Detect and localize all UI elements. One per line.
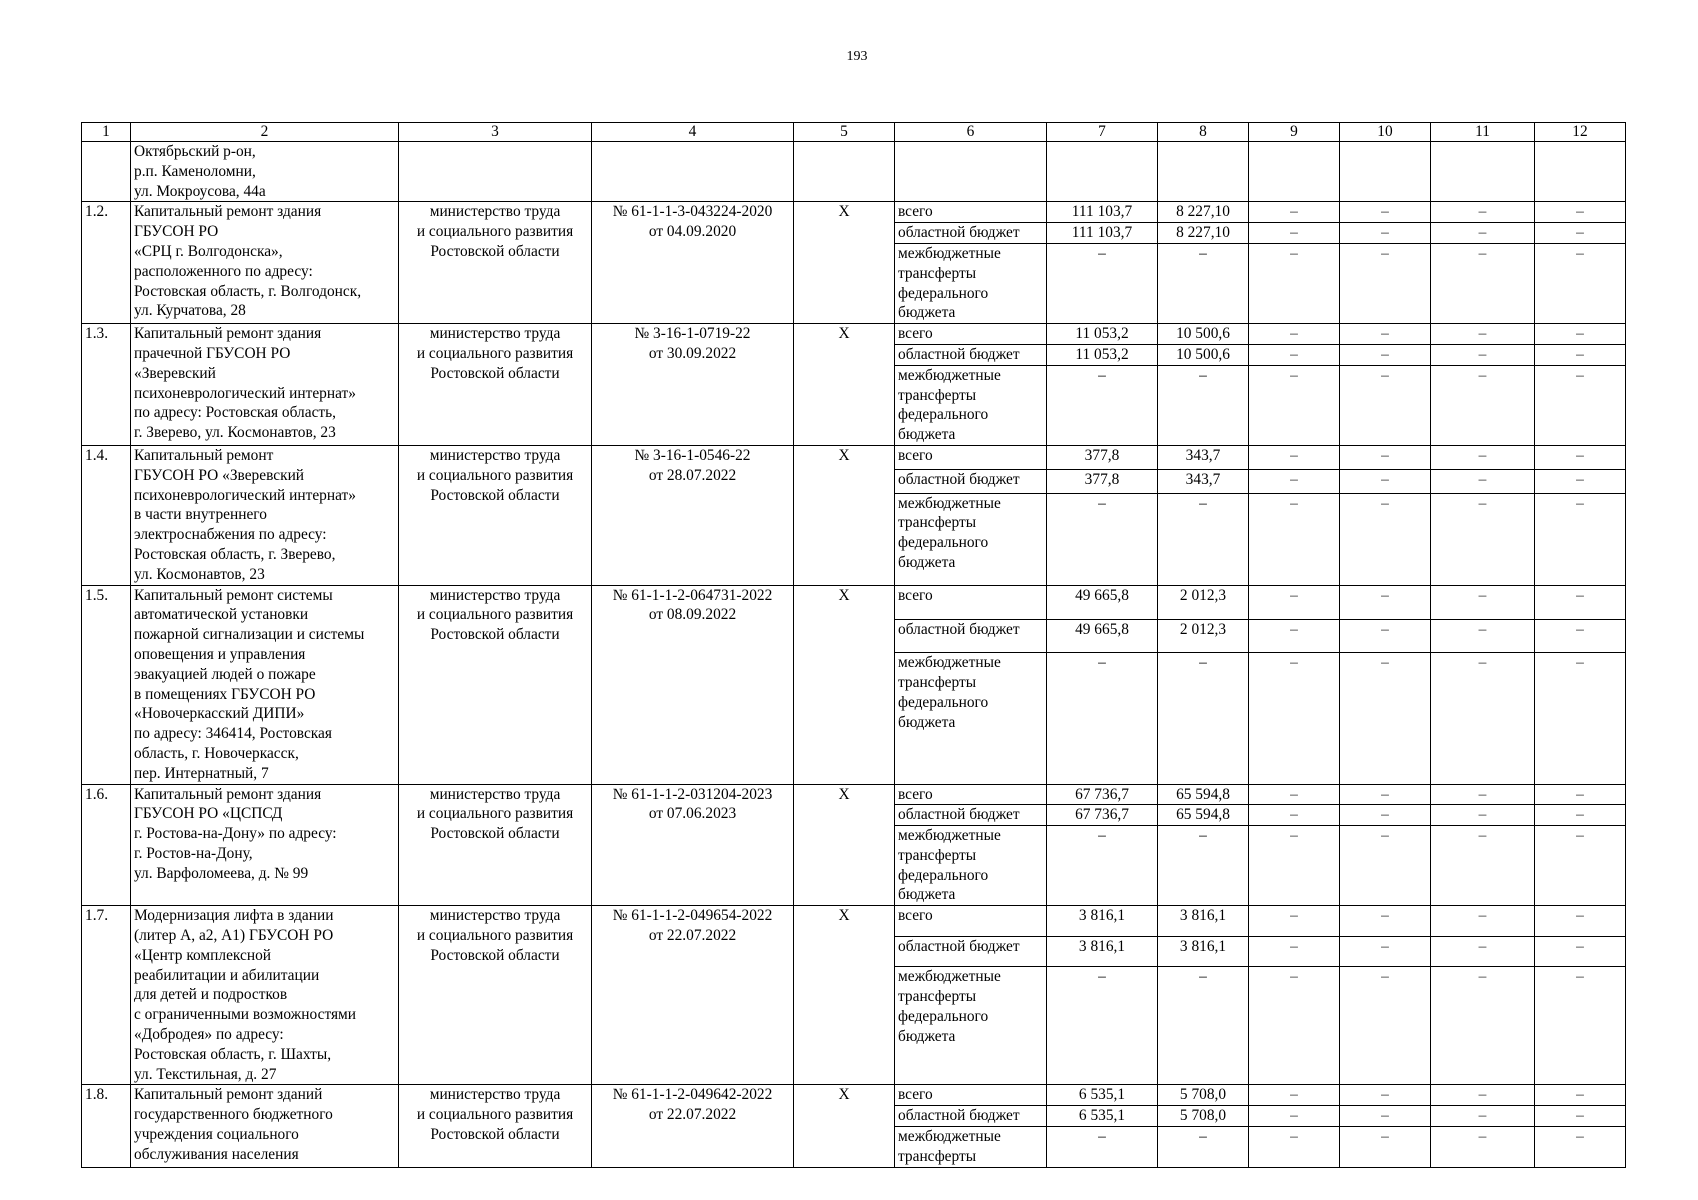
value-col10: –	[1340, 585, 1431, 619]
value-col10: –	[1340, 223, 1431, 244]
value-col7: –	[1047, 826, 1158, 906]
value-col10: –	[1340, 243, 1431, 323]
value-col12: –	[1535, 324, 1626, 345]
value-col8: –	[1158, 653, 1249, 784]
value-col8: 5 708,0	[1158, 1106, 1249, 1127]
column-number: 7	[1047, 123, 1158, 142]
table-row	[82, 784, 1626, 805]
value-col10: –	[1340, 365, 1431, 445]
value-col12: –	[1535, 493, 1626, 585]
value-col11: –	[1431, 202, 1535, 223]
value-cell	[1047, 142, 1158, 202]
column-number: 6	[895, 123, 1047, 142]
column-number: 12	[1535, 123, 1626, 142]
funding-source: всего	[895, 445, 1047, 469]
funding-source: областной бюджет	[895, 1106, 1047, 1127]
value-col11: –	[1431, 619, 1535, 653]
funding-source: областной бюджет	[895, 936, 1047, 967]
value-col9: –	[1249, 967, 1340, 1085]
value-col10: –	[1340, 445, 1431, 469]
object-name: Модернизация лифта в здании (литер А, а2, А1) ГБУСОН РО «Центр комплексной реабилитации и абилитации для детей и подростков с ограниченными возможностями «Добродея» по адресу: Ростовская область, г. Шахты, ул. Текстильная, д. 27	[131, 906, 399, 1085]
value-col12: –	[1535, 805, 1626, 826]
mark: Х	[794, 445, 895, 585]
value-col7: 6 535,1	[1047, 1106, 1158, 1127]
value-col11: –	[1431, 324, 1535, 345]
table-row	[82, 906, 1626, 937]
value-col8: 8 227,10	[1158, 202, 1249, 223]
object-name: Октябрьский р-он, р.п. Каменоломни, ул. Мокроусова, 44а	[131, 142, 399, 202]
value-col10: –	[1340, 653, 1431, 784]
mark: Х	[794, 202, 895, 324]
expertise-doc: № 61-1-1-2-049654-2022 от 22.07.2022	[592, 906, 794, 1085]
value-col8: –	[1158, 826, 1249, 906]
value-col9: –	[1249, 936, 1340, 967]
value-cell	[1535, 142, 1626, 202]
funding-source: межбюджетные трансферты	[895, 1127, 1047, 1168]
value-col9: –	[1249, 619, 1340, 653]
value-col10: –	[1340, 936, 1431, 967]
value-col11: –	[1431, 967, 1535, 1085]
column-number: 11	[1431, 123, 1535, 142]
funding-source: всего	[895, 202, 1047, 223]
value-col11: –	[1431, 445, 1535, 469]
value-col8: 10 500,6	[1158, 344, 1249, 365]
value-col9: –	[1249, 493, 1340, 585]
value-col8: 3 816,1	[1158, 936, 1249, 967]
value-col8: 343,7	[1158, 445, 1249, 469]
value-col12: –	[1535, 1127, 1626, 1168]
entry-number: 1.6.	[82, 784, 131, 906]
responsible-org: министерство труда и социального развития Ростовской области	[399, 784, 592, 906]
value-col7: 67 736,7	[1047, 784, 1158, 805]
funding-source: межбюджетные трансферты федерального бюджета	[895, 826, 1047, 906]
value-col10: –	[1340, 324, 1431, 345]
responsible-org	[399, 142, 592, 202]
value-col11: –	[1431, 1127, 1535, 1168]
value-col12: –	[1535, 936, 1626, 967]
value-col12: –	[1535, 223, 1626, 244]
entry-number: 1.2.	[82, 202, 131, 324]
value-col11: –	[1431, 585, 1535, 619]
value-col11: –	[1431, 344, 1535, 365]
value-col8: –	[1158, 1127, 1249, 1168]
value-col11: –	[1431, 653, 1535, 784]
value-cell	[1431, 142, 1535, 202]
entry-number	[82, 142, 131, 202]
value-col7: –	[1047, 365, 1158, 445]
value-col8: 343,7	[1158, 469, 1249, 493]
column-number: 1	[82, 123, 131, 142]
value-col8: 2 012,3	[1158, 585, 1249, 619]
object-name: Капитальный ремонт здания ГБУСОН РО «ЦСПСД г. Ростова-на-Дону» по адресу: г. Ростов-на-Дону, ул. Варфоломеева, д. № 99	[131, 784, 399, 906]
value-col7: –	[1047, 967, 1158, 1085]
value-col8: –	[1158, 493, 1249, 585]
value-col9: –	[1249, 445, 1340, 469]
funding-source: межбюджетные трансферты федерального бюджета	[895, 493, 1047, 585]
mark: Х	[794, 1085, 895, 1167]
value-col11: –	[1431, 365, 1535, 445]
page-number: 193	[846, 49, 868, 64]
value-col10: –	[1340, 1127, 1431, 1168]
value-cell	[1340, 142, 1431, 202]
value-col12: –	[1535, 243, 1626, 323]
value-col11: –	[1431, 784, 1535, 805]
entry-number: 1.7.	[82, 906, 131, 1085]
value-col7: 377,8	[1047, 445, 1158, 469]
value-col11: –	[1431, 936, 1535, 967]
value-col9: –	[1249, 784, 1340, 805]
value-col9: –	[1249, 1127, 1340, 1168]
expertise-doc: № 61-1-1-2-049642-2022 от 22.07.2022	[592, 1085, 794, 1167]
funding-source: межбюджетные трансферты федерального бюджета	[895, 967, 1047, 1085]
funding-source: областной бюджет	[895, 805, 1047, 826]
table-row	[82, 1085, 1626, 1106]
object-name: Капитальный ремонт системы автоматической установки пожарной сигнализации и системы оповещения и управления эвакуацией людей о пожаре в помещениях ГБУСОН РО «Новочеркасский ДИПИ» по адресу: 346414, Ростовская область, г. Новочеркасск, пер. Интернатный, 7	[131, 585, 399, 784]
value-col7: 11 053,2	[1047, 324, 1158, 345]
column-number-row	[82, 123, 1626, 142]
table-row	[82, 324, 1626, 345]
value-col8: 3 816,1	[1158, 906, 1249, 937]
funding-source: областной бюджет	[895, 469, 1047, 493]
value-cell	[1158, 142, 1249, 202]
value-col7: –	[1047, 493, 1158, 585]
expertise-doc: № 3-16-1-0546-22 от 28.07.2022	[592, 445, 794, 585]
value-col7: –	[1047, 1127, 1158, 1168]
column-number: 4	[592, 123, 794, 142]
expertise-doc: № 61-1-1-3-043224-2020 от 04.09.2020	[592, 202, 794, 324]
value-col8: 10 500,6	[1158, 324, 1249, 345]
value-col11: –	[1431, 223, 1535, 244]
value-col12: –	[1535, 967, 1626, 1085]
responsible-org: министерство труда и социального развития Ростовской области	[399, 324, 592, 446]
funding-source: всего	[895, 784, 1047, 805]
value-col7: 67 736,7	[1047, 805, 1158, 826]
funding-source: межбюджетные трансферты федерального бюджета	[895, 243, 1047, 323]
funding-source: областной бюджет	[895, 223, 1047, 244]
funding-source: всего	[895, 1085, 1047, 1106]
value-col12: –	[1535, 445, 1626, 469]
responsible-org: министерство труда и социального развития Ростовской области	[399, 585, 592, 784]
table-row	[82, 202, 1626, 223]
column-number: 5	[794, 123, 895, 142]
column-number: 2	[131, 123, 399, 142]
value-col12: –	[1535, 585, 1626, 619]
value-col7: –	[1047, 653, 1158, 784]
value-col12: –	[1535, 1085, 1626, 1106]
value-col8: 8 227,10	[1158, 223, 1249, 244]
column-number: 10	[1340, 123, 1431, 142]
value-col12: –	[1535, 619, 1626, 653]
continuation-row	[82, 142, 1626, 202]
mark: Х	[794, 906, 895, 1085]
value-col9: –	[1249, 243, 1340, 323]
value-col10: –	[1340, 906, 1431, 937]
column-number: 3	[399, 123, 592, 142]
object-name: Капитальный ремонт зданий государственного бюджетного учреждения социального обслуживания населения	[131, 1085, 399, 1167]
value-col12: –	[1535, 784, 1626, 805]
value-col9: –	[1249, 805, 1340, 826]
entry-number: 1.8.	[82, 1085, 131, 1167]
value-col11: –	[1431, 805, 1535, 826]
value-col10: –	[1340, 344, 1431, 365]
funding-source: областной бюджет	[895, 344, 1047, 365]
value-col8: –	[1158, 365, 1249, 445]
value-col11: –	[1431, 493, 1535, 585]
mark: Х	[794, 585, 895, 784]
budget-table	[81, 122, 1626, 1168]
value-col12: –	[1535, 365, 1626, 445]
table-row	[82, 585, 1626, 619]
table-row	[82, 445, 1626, 469]
expertise-doc: № 3-16-1-0719-22 от 30.09.2022	[592, 324, 794, 446]
value-col12: –	[1535, 653, 1626, 784]
value-col9: –	[1249, 826, 1340, 906]
value-col9: –	[1249, 1106, 1340, 1127]
value-col12: –	[1535, 826, 1626, 906]
mark	[794, 142, 895, 202]
value-col7: 377,8	[1047, 469, 1158, 493]
funding-source	[895, 142, 1047, 202]
value-col9: –	[1249, 223, 1340, 244]
expertise-doc	[592, 142, 794, 202]
value-col7: 49 665,8	[1047, 585, 1158, 619]
column-number: 9	[1249, 123, 1340, 142]
funding-source: всего	[895, 585, 1047, 619]
value-col7: 11 053,2	[1047, 344, 1158, 365]
value-col7: –	[1047, 243, 1158, 323]
value-col11: –	[1431, 826, 1535, 906]
entry-number: 1.4.	[82, 445, 131, 585]
value-col10: –	[1340, 1106, 1431, 1127]
value-col8: –	[1158, 243, 1249, 323]
value-col10: –	[1340, 202, 1431, 223]
value-col10: –	[1340, 805, 1431, 826]
responsible-org: министерство труда и социального развития Ростовской области	[399, 1085, 592, 1167]
value-col8: 65 594,8	[1158, 784, 1249, 805]
value-col11: –	[1431, 243, 1535, 323]
value-col12: –	[1535, 1106, 1626, 1127]
value-col7: 6 535,1	[1047, 1085, 1158, 1106]
value-cell	[1249, 142, 1340, 202]
responsible-org: министерство труда и социального развития Ростовской области	[399, 445, 592, 585]
value-col10: –	[1340, 967, 1431, 1085]
value-col9: –	[1249, 653, 1340, 784]
value-col11: –	[1431, 469, 1535, 493]
funding-source: областной бюджет	[895, 619, 1047, 653]
column-number: 8	[1158, 123, 1249, 142]
value-col9: –	[1249, 365, 1340, 445]
responsible-org: министерство труда и социального развития Ростовской области	[399, 202, 592, 324]
responsible-org: министерство труда и социального развития Ростовской области	[399, 906, 592, 1085]
value-col10: –	[1340, 619, 1431, 653]
value-col9: –	[1249, 1085, 1340, 1106]
value-col7: 3 816,1	[1047, 906, 1158, 937]
value-col12: –	[1535, 469, 1626, 493]
value-col10: –	[1340, 1085, 1431, 1106]
entry-number: 1.5.	[82, 585, 131, 784]
expertise-doc: № 61-1-1-2-064731-2022 от 08.09.2022	[592, 585, 794, 784]
value-col12: –	[1535, 906, 1626, 937]
value-col7: 49 665,8	[1047, 619, 1158, 653]
funding-source: всего	[895, 906, 1047, 937]
entry-number: 1.3.	[82, 324, 131, 446]
value-col9: –	[1249, 324, 1340, 345]
value-col9: –	[1249, 469, 1340, 493]
value-col10: –	[1340, 469, 1431, 493]
value-col8: –	[1158, 967, 1249, 1085]
funding-source: всего	[895, 324, 1047, 345]
value-col11: –	[1431, 1106, 1535, 1127]
value-col10: –	[1340, 826, 1431, 906]
value-col7: 3 816,1	[1047, 936, 1158, 967]
value-col9: –	[1249, 344, 1340, 365]
value-col8: 65 594,8	[1158, 805, 1249, 826]
value-col7: 111 103,7	[1047, 202, 1158, 223]
object-name: Капитальный ремонт здания ГБУСОН РО «СРЦ г. Волгодонска», расположенного по адресу: Ростовская область, г. Волгодонск, ул. Курчатова, 28	[131, 202, 399, 324]
value-col9: –	[1249, 585, 1340, 619]
expertise-doc: № 61-1-1-2-031204-2023 от 07.06.2023	[592, 784, 794, 906]
value-col11: –	[1431, 1085, 1535, 1106]
funding-source: межбюджетные трансферты федерального бюджета	[895, 365, 1047, 445]
value-col8: 5 708,0	[1158, 1085, 1249, 1106]
value-col12: –	[1535, 344, 1626, 365]
value-col9: –	[1249, 202, 1340, 223]
funding-source: межбюджетные трансферты федерального бюджета	[895, 653, 1047, 784]
value-col8: 2 012,3	[1158, 619, 1249, 653]
value-col12: –	[1535, 202, 1626, 223]
object-name: Капитальный ремонт здания прачечной ГБУСОН РО «Зверевский психоневрологический интернат» по адресу: Ростовская область, г. Зверево, ул. Космонавтов, 23	[131, 324, 399, 446]
object-name: Капитальный ремонт ГБУСОН РО «Зверевский психоневрологический интернат» в части внутреннего электроснабжения по адресу: Ростовская область, г. Зверево, ул. Космонавтов, 23	[131, 445, 399, 585]
value-col10: –	[1340, 493, 1431, 585]
mark: Х	[794, 784, 895, 906]
value-col7: 111 103,7	[1047, 223, 1158, 244]
value-col9: –	[1249, 906, 1340, 937]
value-col11: –	[1431, 906, 1535, 937]
value-col10: –	[1340, 784, 1431, 805]
mark: Х	[794, 324, 895, 446]
